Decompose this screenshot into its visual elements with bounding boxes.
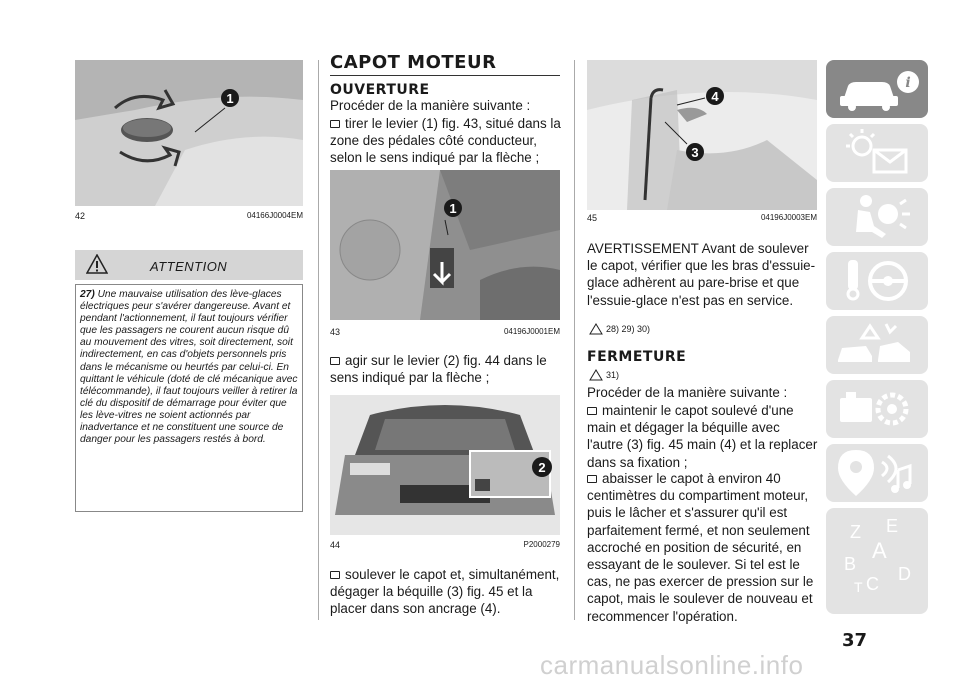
airbag-seat-icon xyxy=(826,188,928,246)
car-info-icon xyxy=(826,60,928,118)
page-number: 37 xyxy=(842,630,868,651)
closing-step-1-text: maintenir le capot soulevé d'une main et dégager la béquille avec l'autre (3) fig. 45 main (4) et la replacer dans sa fixation ; xyxy=(587,403,818,470)
figure-code: 04196J0001EM xyxy=(503,327,560,336)
index-letter-z: Z xyxy=(850,522,861,542)
column-separator xyxy=(318,60,319,620)
closing-intro: Procéder de la manière suivante : xyxy=(587,385,788,400)
index-letter-c: C xyxy=(866,574,879,594)
tab-multimedia[interactable] xyxy=(826,444,928,502)
bullet-icon xyxy=(587,475,597,483)
figure-number: 43 xyxy=(330,327,341,337)
tab-accident[interactable] xyxy=(826,316,928,374)
opening-step-3 xyxy=(330,566,562,618)
opening-step-2-text: agir sur le levier (2) fig. 44 dans le sens indiqué par la flèche ; xyxy=(330,353,547,386)
index-letter-a: A xyxy=(872,538,887,563)
figure-45-image xyxy=(587,60,817,210)
car-front-illustration xyxy=(330,395,560,535)
bullet-icon xyxy=(330,357,340,365)
warning-lights-icon xyxy=(826,124,928,182)
figure-44-caption xyxy=(330,540,560,550)
figure-45-caption xyxy=(587,213,817,223)
index-letter-d: D xyxy=(898,564,911,584)
attention-note-number: 27) xyxy=(80,289,95,300)
key-steering-icon xyxy=(826,252,928,310)
callout-45-3: 3 xyxy=(691,145,699,160)
multimedia-icon xyxy=(826,444,928,502)
warning-triangle-icon xyxy=(589,369,603,381)
info-glyph: i xyxy=(905,75,911,91)
window-switch-illustration xyxy=(75,60,303,206)
closing-step-1 xyxy=(587,402,819,471)
warning-triangle-icon xyxy=(86,254,108,274)
opening-step-1 xyxy=(330,115,562,167)
callout-43-1: 1 xyxy=(449,201,457,216)
index-letter-b: B xyxy=(844,554,857,574)
watermark: carmanualsonline.info xyxy=(540,650,804,680)
lever-illustration xyxy=(330,170,560,320)
figure-code: P2000279 xyxy=(523,540,560,549)
tab-airbag-seat[interactable] xyxy=(826,188,928,246)
section-title-rule xyxy=(330,75,560,76)
tab-index[interactable] xyxy=(826,508,928,614)
figure-44-image xyxy=(330,395,560,535)
figure-number: 42 xyxy=(75,211,86,221)
figure-number: 44 xyxy=(330,540,341,550)
warning-text: AVERTISSEMENT Avant de soulever le capot, vérifier que les bras d'essuie-glace adhèrent au pare-brise et que l'essuie-glace n'est pas en service. xyxy=(587,241,816,308)
callout-42-1: 1 xyxy=(226,91,234,106)
callout-44-2: 2 xyxy=(538,460,546,475)
opening-intro: Procéder de la manière suivante : xyxy=(330,98,531,113)
tab-car-info[interactable] xyxy=(826,60,928,118)
closing-ref-text: 31) xyxy=(606,370,620,380)
accident-icon xyxy=(826,316,928,374)
figure-code: 04166J0004EM xyxy=(246,211,303,220)
tab-warning-lights[interactable] xyxy=(826,124,928,182)
maintenance-icon xyxy=(826,380,928,438)
figure-number: 45 xyxy=(587,213,598,223)
warning-triangle-icon xyxy=(589,323,603,335)
index-letter-e: E xyxy=(886,516,899,536)
bullet-icon xyxy=(330,571,340,579)
attention-body-text: Une mauvaise utilisation des lève-glaces électriques peur s'avérer dangereuse. Avant et pendant l'actionnement, il faut toujours vérifier que les passagers ne courent aucun risque dû au mouvement des vitres, soit directement, soit indirectement, en cas d'objets personnels pris dans le mécanisme ou heurtés par celui-ci. En quittant le véhicule (doté de clé mécanique avec télécommande), il faut toujours veiller à retirer la clé du dispositif de démarrage pour éviter que les lève-vitres ne soient actionnés par inadvertance et ne constituent une source de danger pour les passagers restés à bord. xyxy=(80,289,298,446)
closing-step-2 xyxy=(587,470,819,625)
figure-code: 04196J0003EM xyxy=(760,213,817,222)
index-letter-t: T xyxy=(854,579,863,595)
opening-step-1-text: tirer le levier (1) fig. 43, situé dans la zone des pédales côté conducteur, selon le sens indiqué par la flèche ; xyxy=(330,116,561,166)
column-separator xyxy=(574,60,575,620)
opening-title: OUVERTURE xyxy=(330,82,430,98)
warning-refs xyxy=(589,323,650,335)
tab-key-steering[interactable] xyxy=(826,252,928,310)
index-icon xyxy=(826,508,928,614)
opening-step-2 xyxy=(330,352,562,386)
figure-42-caption xyxy=(75,211,303,221)
closing-ref xyxy=(589,369,619,381)
bullet-icon xyxy=(330,120,340,128)
callout-45-4: 4 xyxy=(711,89,719,104)
bullet-icon xyxy=(587,407,597,415)
figure-43-image xyxy=(330,170,560,320)
attention-text xyxy=(80,289,302,446)
opening-step-3-text: soulever le capot et, simultanément, dégager la béquille (3) fig. 45 et la placer dans son ancrage (4). xyxy=(330,567,560,617)
prop-rod-illustration xyxy=(587,60,817,210)
closing-title: FERMETURE xyxy=(587,349,687,365)
tab-maintenance[interactable] xyxy=(826,380,928,438)
section-title: CAPOT MOTEUR xyxy=(330,52,497,73)
closing-step-2-text: abaisser le capot à environ 40 centimètres du compartiment moteur, puis le lâcher et s'assurer qu'il est parfaitement fermé, et non seulement accroché en position de sécurité, en essayant de le soulever. Si tel est le cas, ne pas exercer de pression sur le capot, mais le soulever de nouveau et recommencer l'opération. xyxy=(587,471,814,624)
figure-43-caption xyxy=(330,327,560,337)
figure-42-image xyxy=(75,60,303,206)
attention-title: ATTENTION xyxy=(150,259,228,274)
warning-refs-text: 28) 29) 30) xyxy=(606,324,651,334)
